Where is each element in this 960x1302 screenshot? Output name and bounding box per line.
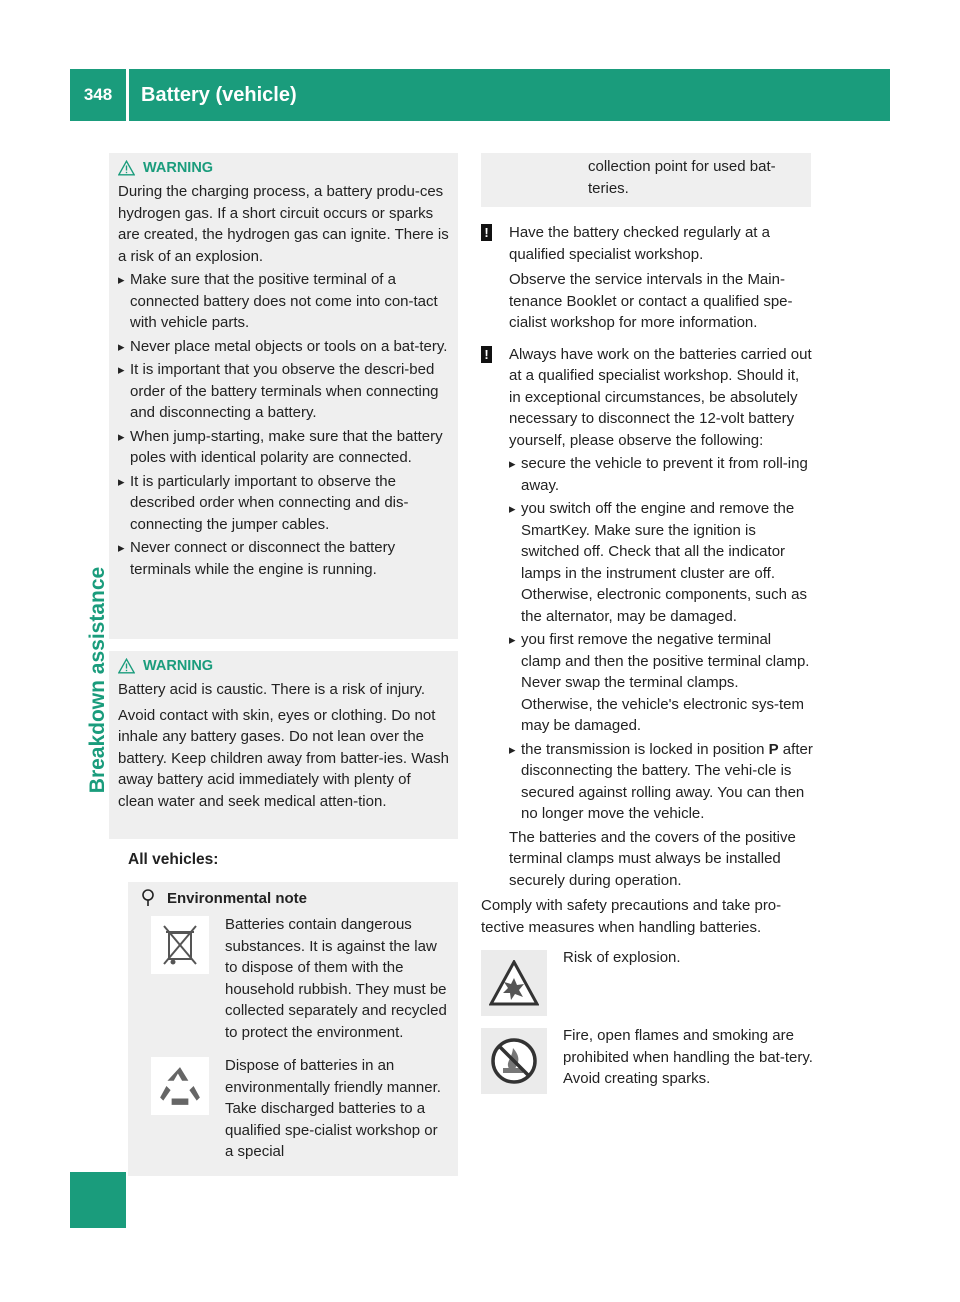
notice-text: Have the battery checked regularly at a qualified specialist workshop. (509, 224, 770, 263)
list-item (509, 739, 813, 825)
section-side-label: Breakdown assistance (86, 566, 109, 794)
lightbulb-icon (141, 889, 155, 907)
warning-box-hydrogen (109, 153, 458, 639)
warning-list (118, 269, 450, 580)
environmental-note-continuation (481, 153, 811, 207)
list-item: ▸ secure the vehicle to prevent it from roll-ing away. (509, 453, 813, 496)
symbol-text: Fire, open flames and smoking are prohibited when handling the bat-tery. Avoid creating sparks. (563, 1027, 813, 1087)
recycle-icon (151, 1057, 209, 1115)
header-divider (126, 69, 129, 121)
notice-icon: ! (481, 346, 492, 363)
notice-note (481, 222, 813, 334)
comply-text: Comply with safety precautions and take pro-tective measures when handling batteries. (481, 897, 782, 936)
env-note-row (151, 916, 448, 1043)
environmental-note-heading (141, 886, 448, 910)
symbol-row (481, 1028, 813, 1094)
symbol-text: Risk of explosion. (563, 949, 681, 966)
env-note-text-continued: collection point for used bat-teries. (588, 158, 776, 197)
all-vehicles-heading: All vehicles: (128, 851, 219, 868)
warning-title: WARNING (143, 160, 214, 176)
list-item: ▸ Never connect or disconnect the battery terminals while the engine is running. (118, 537, 450, 580)
explosion-warning-icon (481, 950, 547, 1016)
notice-text: Always have work on the batteries carried out at a qualified specialist workshop. Should it, in exceptional circumstances, be absolutely necessary to disconnect the 12-volt battery yourself, please observe the following: (509, 345, 812, 449)
list-item: ▸ you switch off the engine and remove the SmartKey. Make sure the ignition is switched off. Check that all the indicator lamps in the instrument cluster are off. Otherwise, electronic components, such as the alternator, may be damaged. (509, 498, 813, 627)
gear-position-label: P (768, 740, 779, 758)
list-item: ▸ It is important that you observe the descri-bed order of the battery terminals when connecting and disconnecting a battery. (118, 359, 450, 424)
warning-triangle-icon (118, 160, 135, 176)
notice-icon: ! (481, 224, 492, 241)
env-note-text: Dispose of batteries in an environmentally friendly manner. Take discharged batteries to a qualified spe-cialist workshop or a special (225, 1057, 441, 1160)
warning-box-acid (109, 651, 458, 839)
symbol-row (481, 950, 813, 1016)
notice-text: The batteries and the covers of the positive terminal clamps must always be installed securely during operation. (509, 828, 796, 889)
right-column (481, 222, 813, 1094)
warning-intro: During the charging process, a battery produ-ces hydrogen gas. If a short circuit occurs or sparks are created, the hydrogen gas can ignite. There is a risk of an explosion. (118, 183, 449, 265)
section-tab-marker (70, 1172, 126, 1228)
environmental-note-title: Environmental note (167, 889, 308, 907)
list-item-text: after disconnecting the battery. The vehi-cle is secured against rolling away. You can then no longer move the vehicle. (521, 740, 813, 822)
notice-list (509, 453, 813, 825)
page-number: 348 (83, 85, 113, 104)
warning-heading (118, 158, 450, 178)
env-note-row (151, 1057, 448, 1163)
list-item: ▸ It is particularly important to observe the described order when connecting and dis-connecting the jumper cables. (118, 471, 450, 536)
notice-text: Observe the service intervals in the Main-tenance Booklet or contact a qualified spe-cialist workshop for more information. (509, 271, 793, 331)
list-item: ▸ you first remove the negative terminal clamp and then the positive terminal clamp. Never swap the terminal clamps. Otherwise, the vehicle's electronic sys-tem may be damaged. (509, 629, 813, 737)
warning-text: Avoid contact with skin, eyes or clothing. Do not inhale any battery gases. Do not lean over the battery. Keep children away from batter-ies. Wash away battery acid immediately with plenty of clean water and seek medical atten-tion. (118, 706, 449, 810)
warning-triangle-icon (118, 658, 135, 674)
environmental-note-box (128, 882, 458, 1176)
list-item: ▸ Make sure that the positive terminal of a connected battery does not come into con-tact with vehicle parts. (118, 269, 450, 334)
notice-note (481, 344, 813, 892)
warning-heading (118, 656, 450, 676)
page-title: Battery (vehicle) (141, 84, 297, 106)
list-item: ▸ When jump-starting, make sure that the battery poles with identical polarity are connected. (118, 426, 450, 469)
list-item: ▸ Never place metal objects or tools on a bat-tery. (118, 336, 450, 358)
list-item-text: the transmission is locked in position (521, 740, 769, 758)
env-note-text: Batteries contain dangerous substances. It is against the law to dispose of them with the household rubbish. They must be collected separately and recycled to protect the environment. (225, 916, 447, 1041)
no-flames-icon (481, 1028, 547, 1094)
warning-title: WARNING (143, 658, 214, 674)
warning-text: Battery acid is caustic. There is a risk of injury. (118, 681, 426, 698)
crossed-bin-icon (151, 916, 209, 974)
